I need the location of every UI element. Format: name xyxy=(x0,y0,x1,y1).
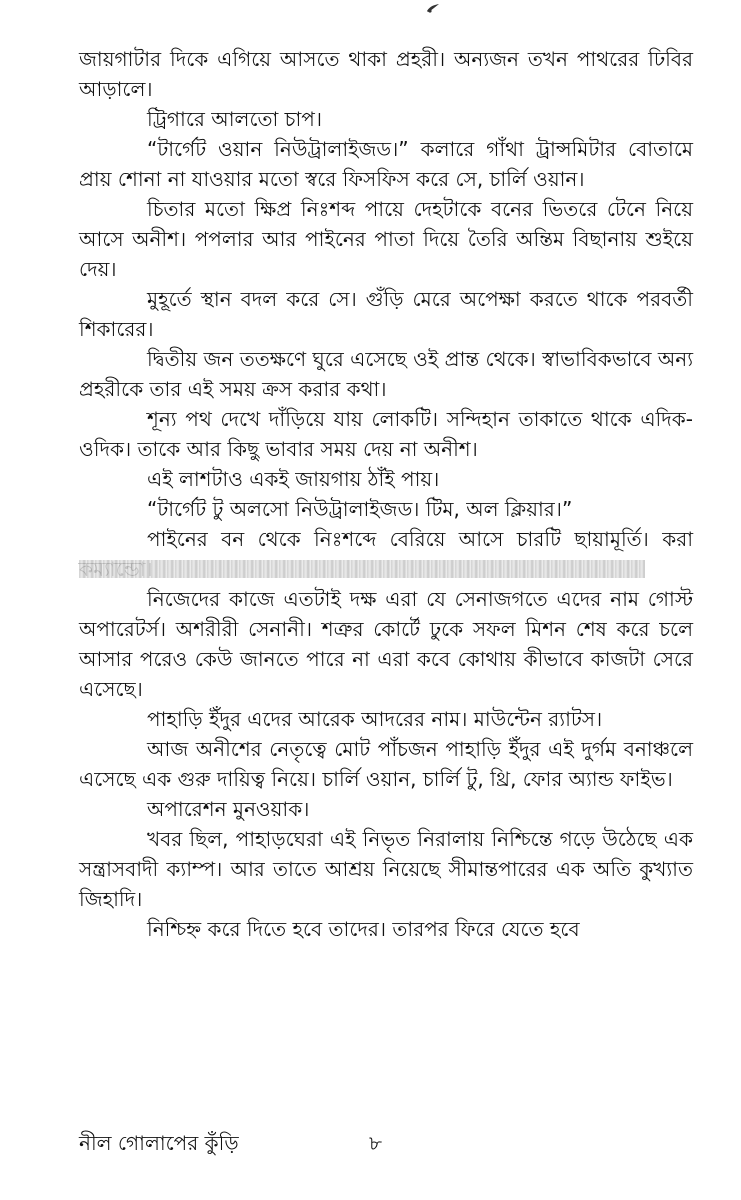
page-body-text xyxy=(79,44,693,944)
paragraph-5: মুহূর্তে স্থান বদল করে সে। গুঁড়ি মেরে অপেক্ষা করতে থাকে পরবর্তী শিকারের। xyxy=(79,287,693,341)
paragraph-2: ট্রিগারে আলতো চাপ। xyxy=(147,107,322,131)
paragraph-15: খবর ছিল, পাহাড়ঘেরা এই নিভৃত নিরালায় নিশ্চিন্তে গড়ে উঠেছে এক সন্ত্রাসবাদী ক্যাম্প। আর তাতে আশ্রয় নিয়েছে সীমান্তপারের এক অতি কুখ্যাত জিহাদি। xyxy=(79,827,693,911)
paragraph-11: নিজেদের কাজে এতটাই দক্ষ এরা যে সেনাজগতে এদের নাম গোস্ট অপারেটর্স। অশরীরী সেনানী। শত্রুর কোর্টে ঢুকে সফল মিশন শেষ করে চলে আসার পরেও কেউ জানতে পারে না এরা কবে কোথায় কীভাবে কাজটা সেরে এসেছে। xyxy=(79,587,693,701)
paragraph-4: চিতার মতো ক্ষিপ্র নিঃশব্দ পায়ে দেহটাকে বনের ভিতরে টেনে নিয়ে আসে অনীশ। পপলার আর পাইনের পাতা দিয়ে তৈরি অন্তিম বিছানায় শুইয়ে দেয়। xyxy=(79,197,693,281)
paragraph-6: দ্বিতীয় জন ততক্ষণে ঘুরে এসেছে ওই প্রান্ত থেকে। স্বাভাবিকভাবে অন্য প্রহরীকে তার এই সময় ক্রস করার কথা। xyxy=(79,347,693,401)
print-smudge xyxy=(79,560,645,578)
paragraph-16: নিশ্চিহ্ন করে দিতে হবে তাদের। তারপর ফিরে যেতে হবে xyxy=(147,917,580,941)
paragraph-14: অপারেশন মুনওয়াক। xyxy=(147,797,310,821)
paragraph-1: জায়গাটার দিকে এগিয়ে আসতে থাকা প্রহরী। অন্যজন তখন পাথরের ঢিবির আড়ালে। xyxy=(79,47,693,101)
paragraph-9: “টার্গেট টু অলসো নিউট্রালাইজড। টিম, অল ক্লিয়ার।” xyxy=(147,497,573,521)
paragraph-3: “টার্গেট ওয়ান নিউট্রালাইজড।” কলারে গাঁথা ট্রান্সমিটার বোতামে প্রায় শোনা না যাওয়ার মতো স্বরে ফিসফিস করে সে, চার্লি ওয়ান। xyxy=(79,137,693,191)
paragraph-10: পাইনের বন থেকে নিঃশব্দে বেরিয়ে আসে চারটি ছায়ামূর্তি। করা xyxy=(147,527,693,551)
paragraph-8: এই লাশটাও একই জায়গায় ঠাঁই পায়। xyxy=(147,467,440,491)
smudged-paragraph xyxy=(79,524,693,584)
book-title: নীল গোলাপের কুঁড়ি xyxy=(79,1131,239,1155)
page-footer xyxy=(79,1128,693,1158)
paragraph-7: শূন্য পথ দেখে দাঁড়িয়ে যায় লোকটি। সন্দিহান তাকাতে থাকে এদিক-ওদিক। তাকে আর কিছু ভাবার সময় দেয় না অনীশ। xyxy=(79,407,693,461)
page-number: ৮ xyxy=(369,1131,382,1155)
paragraph-13: আজ অনীশের নেতৃত্বে মোট পাঁচজন পাহাড়ি ইঁদুর এই দুর্গম বনাঞ্চলে এসেছে এক গুরু দায়িত্ব নিয়ে। চার্লি ওয়ান, চার্লি টু, থ্রি, ফোর অ্যান্ড ফাইভ। xyxy=(79,737,693,791)
ornament-icon xyxy=(426,2,440,14)
paragraph-12: পাহাড়ি ইঁদুর এদের আরেক আদরের নাম। মাউন্টেন র‍্যাটস। xyxy=(147,707,603,731)
